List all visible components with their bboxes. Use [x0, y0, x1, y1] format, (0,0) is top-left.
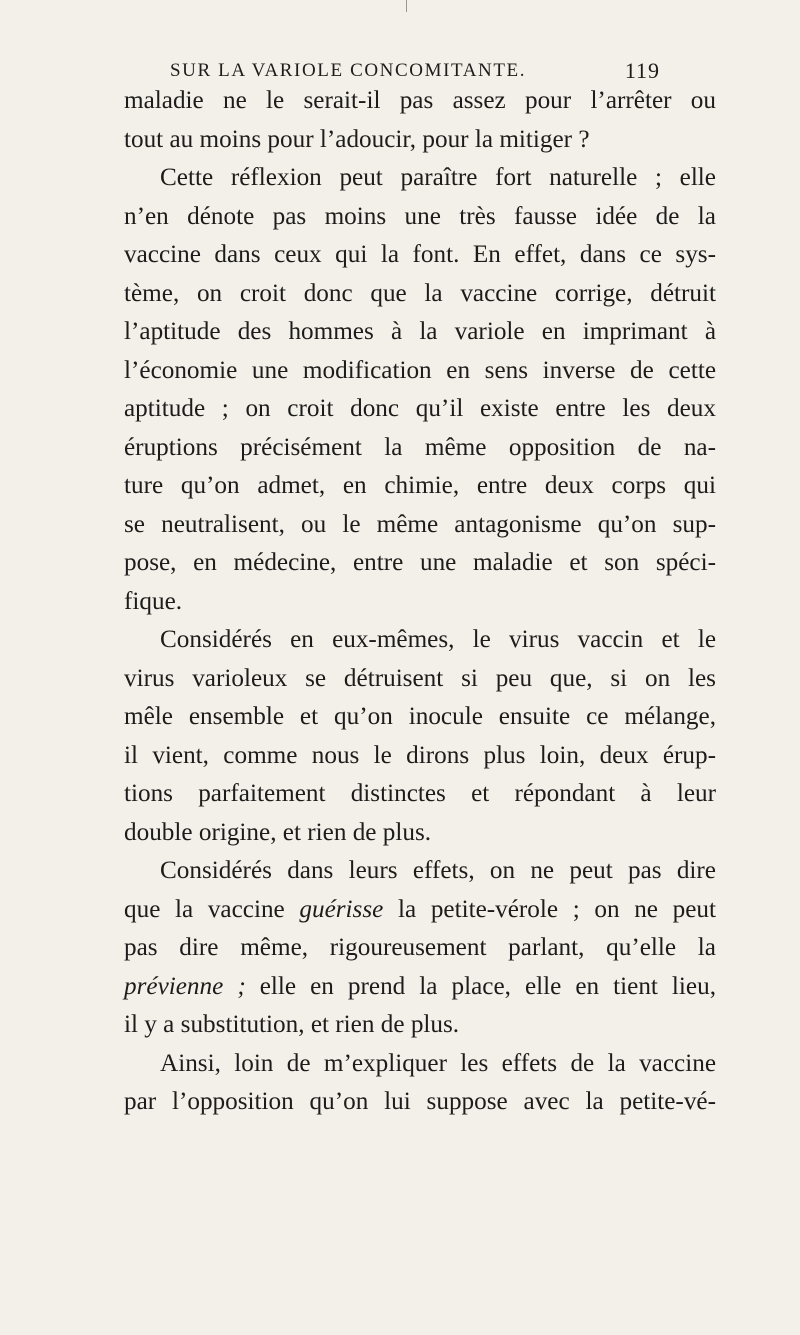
text-line: [124, 891, 716, 930]
text-line: pose, en médecine, entre une maladie et son spéci-: [124, 549, 716, 576]
text-line: maladie ne le serait-il pas assez pour l’arrêter ou: [124, 87, 716, 114]
running-head: SUR LA VARIOLE CONCOMITANTE.: [170, 60, 527, 81]
paragraph-first-line: Cette réflexion peut paraître fort naturelle ; elle: [160, 164, 716, 191]
body-text: [124, 82, 716, 1122]
text-line: virus varioleux se détruisent si peu que, si on les: [124, 664, 716, 692]
page-number: 119: [624, 58, 660, 83]
text-line: ture qu’on admet, en chimie, entre deux corps qui: [124, 472, 716, 499]
italic-emphasis: prévienne ;: [124, 972, 246, 1000]
text-run: la petite-vérole ; on ne peut: [383, 895, 716, 923]
text-run: elle en prend la place, elle en tient lieu,: [245, 972, 716, 1000]
page-edge-mark: [406, 0, 407, 12]
text-line: il y a substitution, et rien de plus.: [124, 1011, 460, 1038]
text-line: par l’opposition qu’on lui suppose avec la petite-vé-: [124, 1088, 716, 1115]
text-line: fique.: [124, 587, 183, 615]
text-line: pas dire même, rigoureusement parlant, qu’elle la: [124, 934, 716, 961]
text-line: il vient, comme nous le dirons plus loin, deux érup-: [124, 741, 716, 769]
text-line: l’aptitude des hommes à la variole en imprimant à: [124, 318, 716, 345]
text-line: mêle ensemble et qu’on inocule ensuite ce mélange,: [124, 703, 716, 730]
paragraph-first-line: Considérés dans leurs effets, on ne peut pas dire: [160, 857, 716, 884]
text-line: vaccine dans ceux qui la font. En effet, dans ce sys-: [124, 241, 716, 268]
paragraph-first-line: Considérés en eux-mêmes, le virus vaccin et le: [160, 626, 716, 653]
text-line: n’en dénote pas moins une très fausse idée de la: [124, 202, 716, 230]
italic-emphasis: guérisse: [299, 895, 384, 923]
text-line: double origine, et rien de plus.: [124, 818, 432, 846]
text-line: tout au moins pour l’adoucir, pour la mitiger ?: [124, 125, 590, 153]
text-line: tème, on croit donc que la vaccine corrige, détruit: [124, 279, 716, 307]
text-line: l’économie une modification en sens inverse de cette: [124, 356, 716, 384]
text-line: tions parfaitement distinctes et répondant à leur: [124, 780, 716, 807]
text-line: [124, 968, 716, 1007]
text-line: se neutralisent, ou le même antagonisme qu’on sup-: [124, 510, 716, 538]
paragraph-first-line: Ainsi, loin de m’expliquer les effets de la vaccine: [160, 1049, 716, 1077]
text-line: aptitude ; on croit donc qu’il existe entre les deux: [124, 395, 716, 422]
text-run: que la vaccine: [124, 895, 300, 923]
text-line: éruptions précisément la même opposition de na-: [124, 433, 716, 461]
